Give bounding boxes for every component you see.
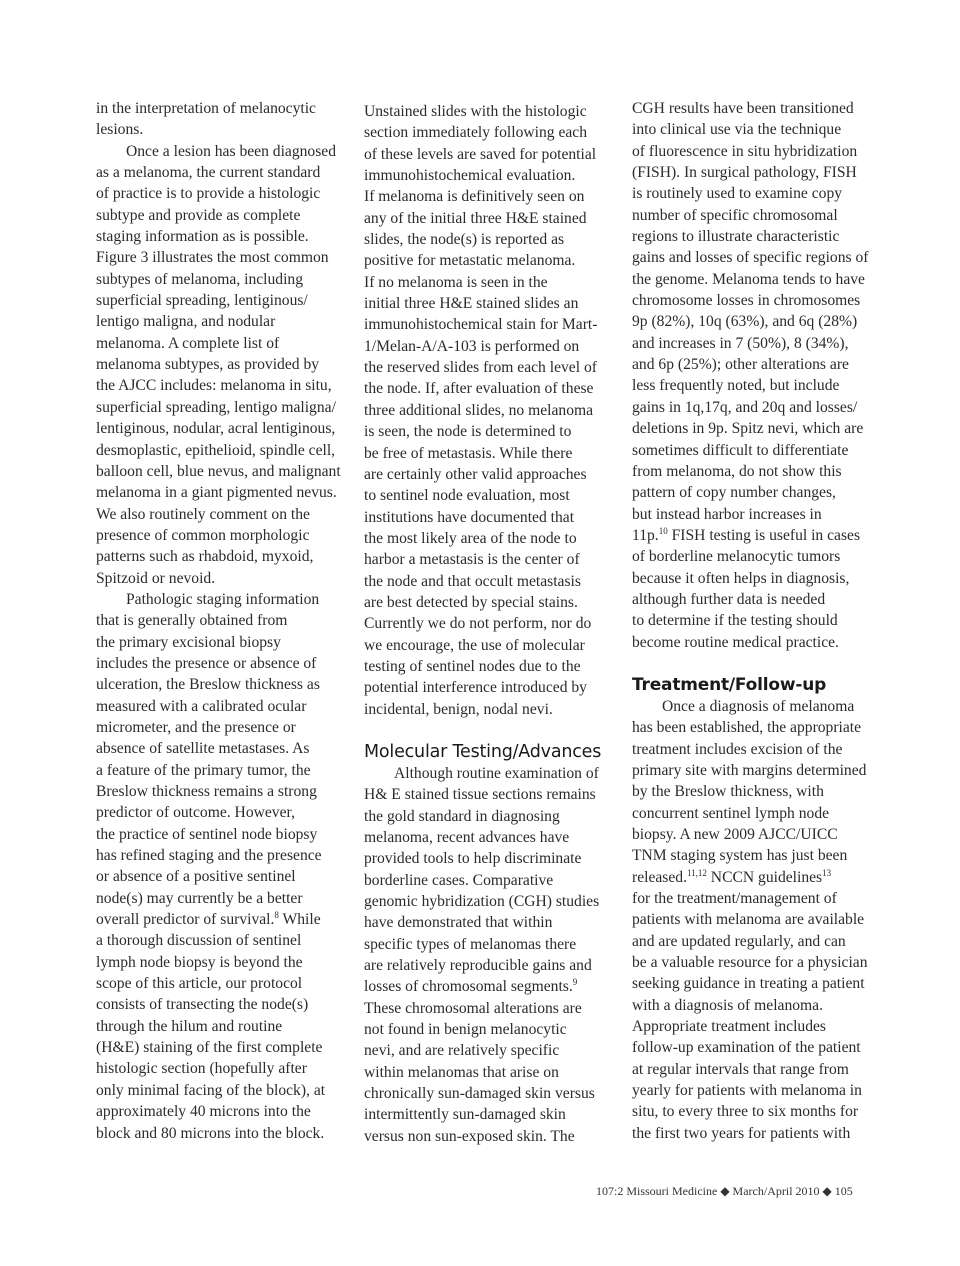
text-line: presence of common morphologic xyxy=(96,526,310,544)
text-line: patterns such as rhabdoid, myxoid, xyxy=(96,548,314,566)
text-line: 1/Melan-A/A-103 is performed on xyxy=(364,337,580,355)
text-line: measured with a calibrated ocular xyxy=(96,697,307,715)
text-line: the reserved slides from each level of xyxy=(364,359,597,377)
column-3 xyxy=(632,98,880,1144)
text-line: provided tools to help discriminate xyxy=(364,850,582,868)
text-line: of these levels are saved for potential xyxy=(364,145,597,163)
text-line: melanoma, recent advances have xyxy=(364,829,570,846)
text-line: the most likely area of the node to xyxy=(364,529,577,547)
text-line: nevi, and are relatively specific xyxy=(364,1042,560,1060)
text-line: lesions. xyxy=(96,121,144,139)
text-line: concurrent sentinel lymph node xyxy=(632,804,830,822)
text-line: melanoma. A complete list of xyxy=(96,334,280,352)
text-line: We also routinely comment on the xyxy=(96,505,310,523)
text-line: immunohistochemical evaluation. xyxy=(364,167,576,185)
text-line: regions to illustrate characteristic xyxy=(632,228,840,246)
citation-ref: 11,12 xyxy=(686,867,707,878)
text-line: we encourage, the use of molecular xyxy=(364,636,585,654)
text-line: node(s) may currently be a better xyxy=(96,889,303,907)
text-line: chronically sun-damaged skin versus xyxy=(364,1085,595,1103)
text-line: from melanoma, do not show this xyxy=(632,462,842,480)
text-line: within melanomas that arise on xyxy=(364,1063,559,1081)
text-line: Once a lesion has been diagnosed xyxy=(126,142,337,160)
text-line: 9p (82%), 10q (63%), and 6q (28%) xyxy=(632,313,858,331)
text-line: subtype and provide as complete xyxy=(96,206,301,224)
text-line: although further data is needed xyxy=(632,590,826,608)
text-line: block and 80 microns into the block. xyxy=(96,1124,325,1142)
text-line: approximately 40 microns into the xyxy=(96,1103,311,1121)
text-line: is seen, the node is determined to xyxy=(364,423,572,441)
text-line: has been established, the appropriate xyxy=(632,719,862,737)
text-line: Pathologic staging information xyxy=(126,590,320,608)
text-line: with a diagnosis of melanoma. xyxy=(632,996,823,1014)
text-line: Appropriate treatment includes xyxy=(632,1018,826,1036)
text-line: histologic section (hopefully after xyxy=(96,1060,307,1078)
text-line: melanoma in a giant pigmented nevus. xyxy=(96,484,337,502)
text-fragment: released. xyxy=(632,868,687,886)
text-line: includes the presence or absence of xyxy=(96,654,317,672)
citation-ref: 10 xyxy=(658,525,668,536)
text-line: Breslow thickness remains a strong xyxy=(96,783,317,800)
text-line: deletions in 9p. Spitz nevi, which are xyxy=(632,420,864,438)
text-fragment: While xyxy=(278,911,321,929)
text-line: If no melanoma is seen in the xyxy=(364,273,548,291)
text-line: is routinely used to examine copy xyxy=(632,185,843,203)
text-line: the AJCC includes: melanoma in situ, xyxy=(96,377,332,395)
text-line: sometimes difficult to differentiate xyxy=(632,441,849,459)
text-line: section immediately following each xyxy=(364,124,588,142)
text-line: predictor of outcome. However, xyxy=(96,804,295,822)
section-heading-molecular-testing: Molecular Testing/Advances xyxy=(364,741,602,762)
text-line: (FISH). In surgical pathology, FISH xyxy=(632,164,857,182)
text-line: biopsy. A new 2009 AJCC/UICC xyxy=(632,826,838,843)
text-line: and increases in 7 (50%), 8 (34%), xyxy=(632,334,849,352)
text-line: harbor a metastasis is the center of xyxy=(364,551,580,569)
text-line: lentiginous, nodular, acral lentiginous, xyxy=(96,420,336,438)
text-line: a feature of the primary tumor, the xyxy=(96,761,311,779)
text-line: and are updated regularly, and can xyxy=(632,932,846,950)
text-line: of practice is to provide a histologic xyxy=(96,185,321,203)
text-line: micrometer, and the presence or xyxy=(96,718,296,736)
text-fragment: FISH testing is useful in cases xyxy=(667,526,861,544)
text-line: superficial spreading, lentigo maligna/ xyxy=(96,398,336,416)
text-line: the gold standard in diagnosing xyxy=(364,807,560,825)
text-line: become routine medical practice. xyxy=(632,633,839,651)
text-line: immunohistochemical stain for Mart- xyxy=(364,316,598,334)
text-line: H& E stained tissue sections remains xyxy=(364,786,596,804)
text-line: a thorough discussion of sentinel xyxy=(96,932,302,950)
text-line: superficial spreading, lentiginous/ xyxy=(96,292,308,310)
text-line: only minimal facing of the block), at xyxy=(96,1081,326,1099)
text-line: incidental, benign, nodal nevi. xyxy=(364,700,553,718)
column-1 xyxy=(96,98,348,1144)
text-line: institutions have documented that xyxy=(364,508,575,526)
text-line: Unstained slides with the histologic xyxy=(364,103,587,120)
text-line: number of specific chromosomal xyxy=(632,206,838,224)
text-line: the practice of sentinel node biopsy xyxy=(96,825,318,843)
text-line: to determine if the testing should xyxy=(632,612,838,630)
text-line: not found in benign melanocytic xyxy=(364,1021,567,1039)
text-line: seeking guidance in treating a patient xyxy=(632,975,865,993)
text-line: as a melanoma, the current standard xyxy=(96,164,321,182)
text-line: primary site with margins determined xyxy=(632,761,867,779)
text-line: but instead harbor increases in xyxy=(632,505,822,523)
text-line: the node. If, after evaluation of these xyxy=(364,380,594,398)
text-line: the node and that occult metastasis xyxy=(364,572,581,590)
text-line: Figure 3 illustrates the most common xyxy=(96,249,329,267)
text-line: because it often helps in diagnosis, xyxy=(632,569,850,587)
text-fragment: 11p. xyxy=(632,526,659,544)
text-line: These chromosomal alterations are xyxy=(364,999,582,1017)
text-line: three additional slides, no melanoma xyxy=(364,401,594,419)
text-line: patients with melanoma are available xyxy=(632,911,865,929)
text-line: potential interference introduced by xyxy=(364,679,587,697)
text-line: of borderline melanocytic tumors xyxy=(632,548,841,566)
text-line: melanoma subtypes, as provided by xyxy=(96,356,320,374)
text-line: balloon cell, blue nevus, and malignant xyxy=(96,462,341,480)
text-line: intermittently sun-damaged skin xyxy=(364,1106,566,1124)
text-line: are best detected by special stains. xyxy=(364,593,578,611)
text-line: lymph node biopsy is beyond the xyxy=(96,953,303,971)
text-fragment: losses of chromosomal segments. xyxy=(364,978,573,996)
text-line: CGH results have been transitioned xyxy=(632,100,854,117)
text-line: gains and losses of specific regions of xyxy=(632,249,869,267)
text-line: Although routine examination of xyxy=(394,764,599,782)
text-line: absence of satellite metastases. As xyxy=(96,740,310,758)
text-line: the genome. Melanoma tends to have xyxy=(632,270,865,288)
text-line: consists of transecting the node(s) xyxy=(96,996,309,1014)
section-heading-treatment: Treatment/Follow-up xyxy=(632,674,827,695)
text-fragment: overall predictor of survival. xyxy=(96,911,275,929)
text-line: or absence of a positive sentinel xyxy=(96,868,296,886)
text-line: staging information as is possible. xyxy=(96,228,309,246)
text-line: lentigo maligna, and nodular xyxy=(96,313,276,331)
text-line: the first two years for patients with xyxy=(632,1124,851,1142)
text-line: Once a diagnosis of melanoma xyxy=(662,697,855,715)
page-footer: 107:2 Missouri Medicine ◆ March/April 2010 ◆ 105 xyxy=(596,1184,853,1198)
citation-ref: 13 xyxy=(822,867,832,878)
text-line: in the interpretation of melanocytic xyxy=(96,100,316,117)
text-line: follow-up examination of the patient xyxy=(632,1039,861,1057)
text-line: and 6p (25%); other alterations are xyxy=(632,356,849,374)
text-line: any of the initial three H&E stained xyxy=(364,209,587,227)
text-line xyxy=(96,909,348,930)
text-line: by the Breslow thickness, with xyxy=(632,783,824,801)
text-line xyxy=(632,867,880,888)
text-line: have demonstrated that within xyxy=(364,914,553,932)
text-line: yearly for patients with melanoma in xyxy=(632,1082,862,1100)
text-line: at regular intervals that range from xyxy=(632,1060,849,1078)
citation-ref: 9 xyxy=(572,977,578,988)
column-2 xyxy=(364,101,610,1147)
text-line: specific types of melanomas there xyxy=(364,935,577,953)
text-line: are certainly other valid approaches xyxy=(364,465,587,483)
text-line: If melanoma is definitively seen on xyxy=(364,188,585,206)
section-gap xyxy=(632,653,880,674)
text-line: Spitzoid or nevoid. xyxy=(96,569,216,587)
text-line: gains in 1q,17q, and 20q and losses/ xyxy=(632,398,858,416)
text-line: scope of this article, our protocol xyxy=(96,975,303,993)
text-fragment: NCCN guidelines xyxy=(706,868,823,886)
text-line: testing of sentinel nodes due to the xyxy=(364,657,581,675)
text-line: less frequently noted, but include xyxy=(632,377,840,395)
text-line: (H&E) staining of the first complete xyxy=(96,1039,323,1057)
text-line: slides, the node(s) is reported as xyxy=(364,231,565,249)
text-line: chromosome losses in chromosomes xyxy=(632,292,861,310)
text-line: through the hilum and routine xyxy=(96,1017,283,1035)
text-line xyxy=(632,525,880,546)
text-line: ulceration, the Breslow thickness as xyxy=(96,676,320,694)
text-line: the primary excisional biopsy xyxy=(96,633,281,651)
text-line: of fluorescence in situ hybridization xyxy=(632,142,858,160)
text-line: situ, to every three to six months for xyxy=(632,1103,859,1121)
text-line xyxy=(364,976,610,997)
text-line: treatment includes excision of the xyxy=(632,740,843,758)
text-line: initial three H&E stained slides an xyxy=(364,295,579,313)
text-line: borderline cases. Comparative xyxy=(364,871,554,889)
text-line: desmoplastic, epithelioid, spindle cell, xyxy=(96,441,336,459)
text-line: are relatively reproducible gains and xyxy=(364,957,592,975)
text-line: versus non sun-exposed skin. The xyxy=(364,1127,575,1145)
text-line: genomic hybridization (CGH) studies xyxy=(364,893,600,911)
text-line: into clinical use via the technique xyxy=(632,121,842,139)
text-line: that is generally obtained from xyxy=(96,612,288,630)
text-line: has refined staging and the presence xyxy=(96,847,322,865)
text-line: Currently we do not perform, nor do xyxy=(364,615,592,633)
text-line: TNM staging system has just been xyxy=(632,847,848,865)
text-line: be a valuable resource for a physician xyxy=(632,954,868,972)
text-line: positive for metastatic melanoma. xyxy=(364,252,576,270)
citation-ref: 8 xyxy=(274,910,279,921)
text-line: subtypes of melanoma, including xyxy=(96,270,304,288)
text-line: to sentinel node evaluation, most xyxy=(364,487,570,505)
text-line: be free of metastasis. While there xyxy=(364,444,573,462)
section-gap xyxy=(364,720,610,741)
text-line: for the treatment/management of xyxy=(632,890,837,908)
text-line: pattern of copy number changes, xyxy=(632,484,836,502)
